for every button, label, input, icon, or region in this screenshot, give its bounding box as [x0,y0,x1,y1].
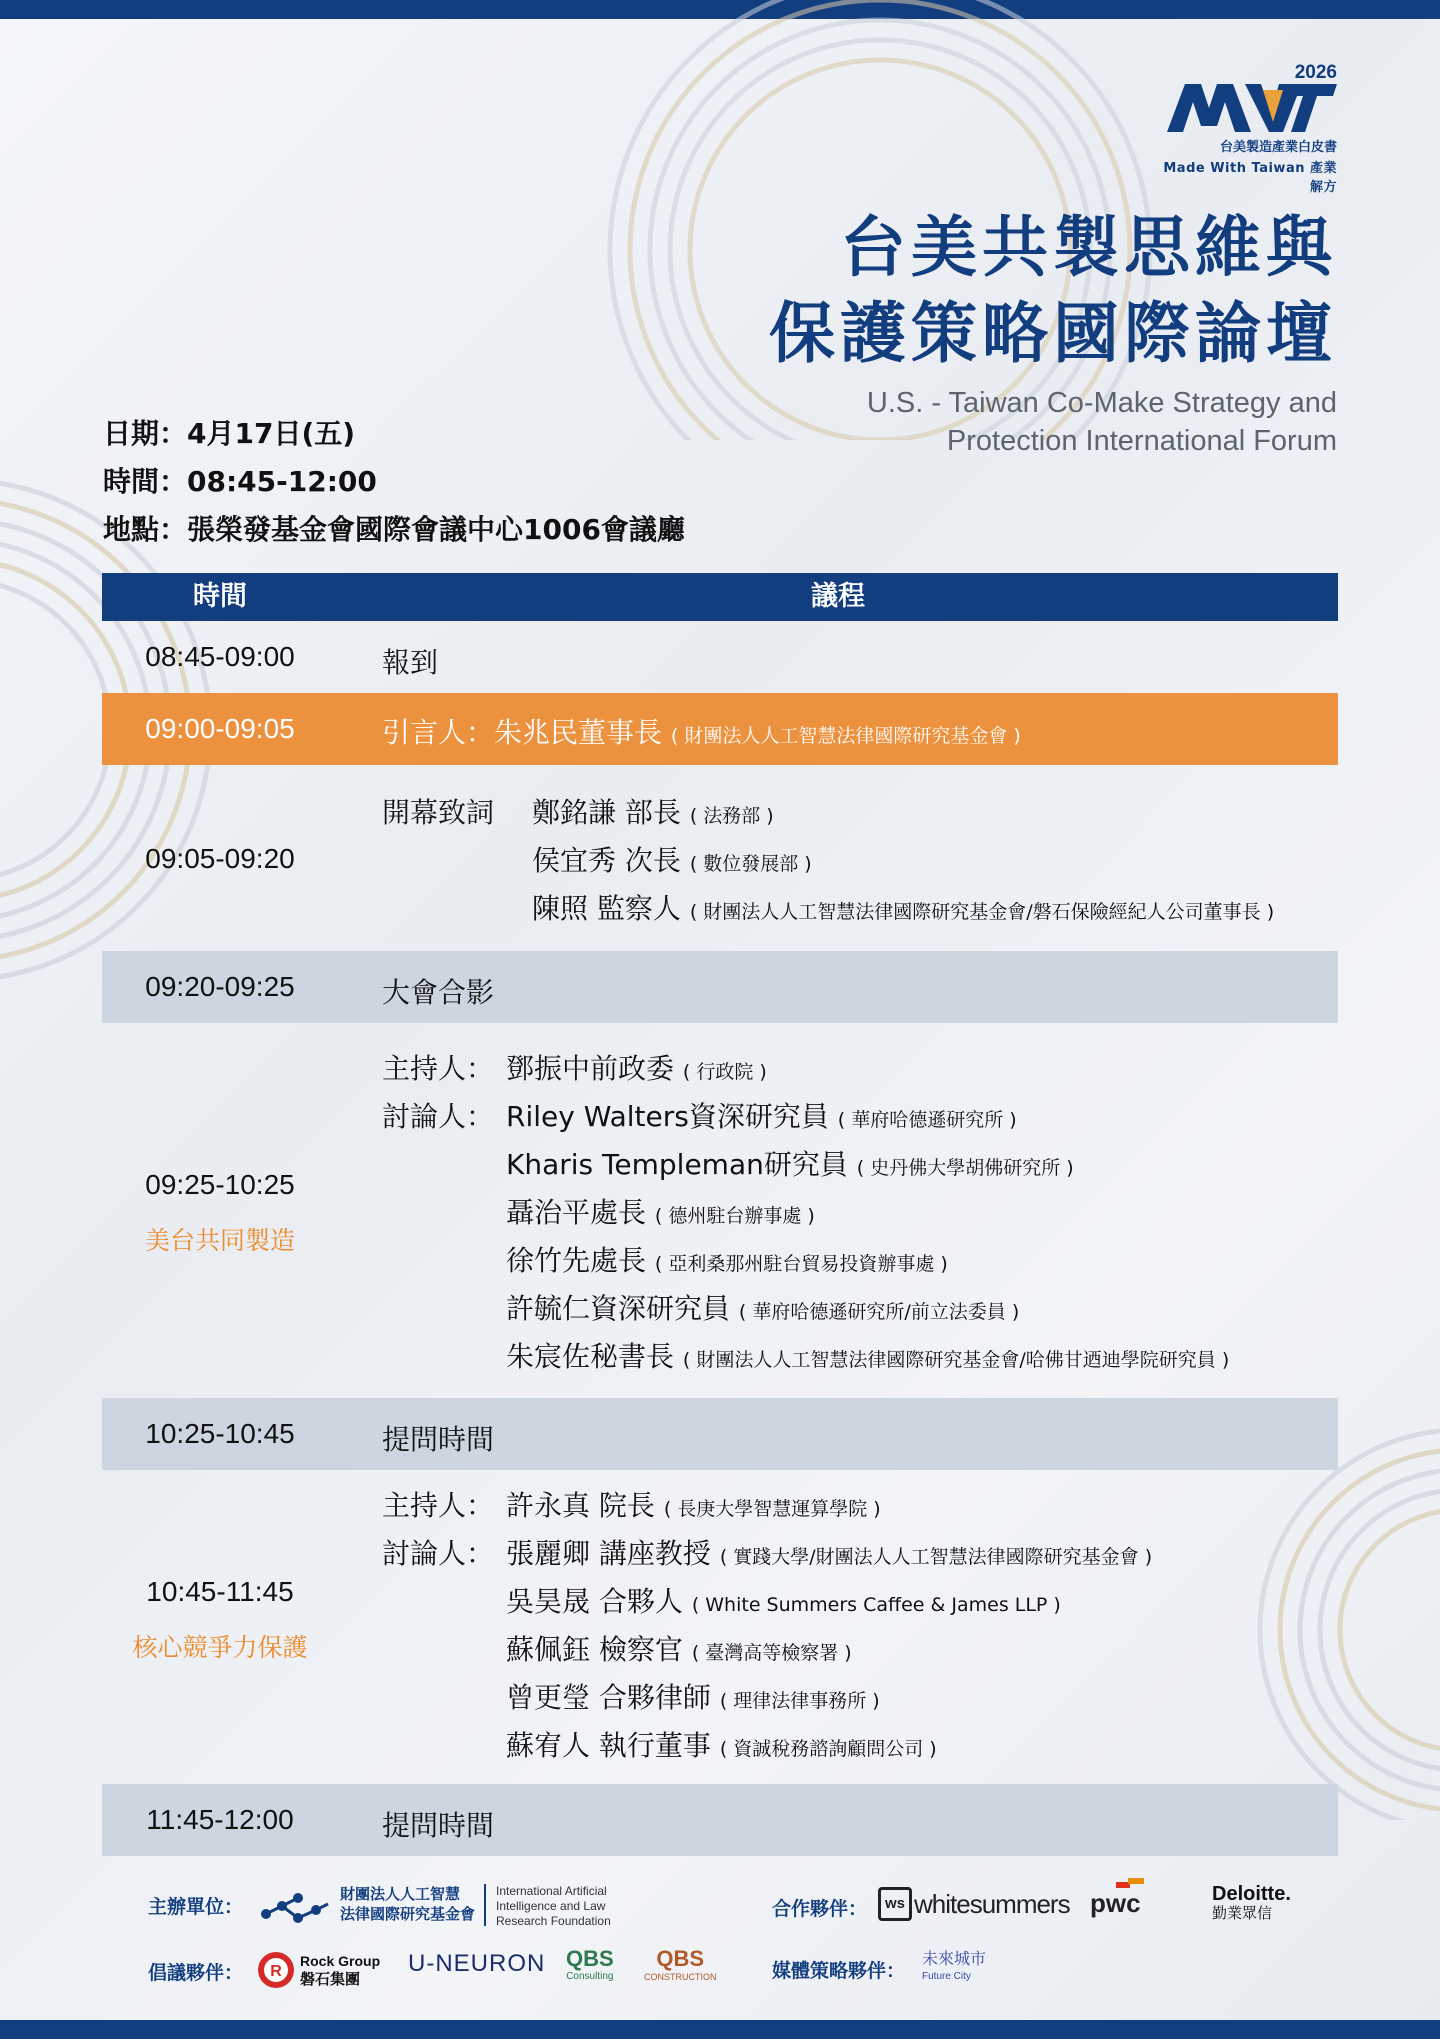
panelist [506,1335,1229,1375]
host [506,1047,767,1087]
mwt-logo [1157,62,1337,195]
panelist-name: 朱宸佐秘書長 [506,1340,675,1373]
event-venue: 地點：張榮發基金會國際會議中心1006會議廳 [103,513,685,546]
host-label: 主持人： [382,1489,495,1522]
organizer-name-en-3: Research Foundation [496,1914,611,1928]
opening-speaker [532,887,1274,927]
rock-group-icon [256,1950,296,1990]
svg-text:R: R [270,1963,282,1980]
whitesummers-icon: ws [878,1887,912,1921]
row-time: 08:45-09:00 [145,641,295,672]
panel-label: 討論人： [382,1537,495,1570]
panelist [506,1628,852,1668]
pwc-mark-icon [1098,1878,1148,1892]
panelist [506,1191,815,1231]
title-en-line-1: U.S. - Taiwan Co-Make Strategy and [866,387,1337,419]
panelist-affiliation: ( 實踐大學/財團法人人工智慧法律國際研究基金會 ) [719,1546,1153,1568]
panelist [506,1676,880,1716]
row-time: 10:45-11:45 [146,1576,294,1607]
panelist-affiliation: ( 財團法人人工智慧法律國際研究基金會/哈佛甘迺迪學院研究員 ) [682,1349,1230,1371]
pwc-logo [1090,1888,1141,1919]
title-en-line-2: Protection International Forum [946,425,1337,457]
panelist-name: 許毓仁資深研究員 [506,1292,731,1325]
row-title [382,711,1021,751]
top-bar [0,0,1440,19]
pwc-text: pwc [1090,1888,1141,1918]
panelist [506,1580,1061,1620]
panelist-affiliation: ( 資誠稅務諮詢顧問公司 ) [719,1738,937,1760]
panelist-affiliation: ( White Summers Caffee & James LLP ) [691,1594,1061,1616]
opening-label: 開幕致詞 [382,796,495,829]
rock-group-cn: 磐石集團 [300,1970,361,1988]
row-time: 10:25-10:45 [145,1418,295,1449]
future-city-logo [922,1950,986,1986]
row-title: 提問時間 [382,1423,495,1456]
u-neuron-logo [408,1950,545,1978]
agenda-row-qa-2 [102,1784,1338,1856]
panelist-name: 蘇宥人 執行董事 [506,1729,711,1762]
organizer-name-cn-2: 法律國際研究基金會 [340,1905,476,1923]
deloitte-logo [1212,1884,1291,1924]
organizer-name-cn [340,1884,475,1924]
panelist-name: 聶治平處長 [506,1196,647,1229]
panelist-name: 徐竹先處長 [506,1244,647,1277]
row-time: 09:00-09:05 [145,713,295,744]
forum-title-en [867,384,1337,460]
panelist [506,1239,948,1279]
row-title: 提問時間 [382,1809,495,1842]
speaker-affiliation: ( 財團法人人工智慧法律國際研究基金會/磐石保險經紀人公司董事長 ) [689,901,1275,923]
host [506,1484,881,1524]
title-line-1: 台美共製思維與 [840,209,1337,286]
u-neuron-text: U-NEURON [408,1950,546,1977]
panelist-name: 吳昊晟 合夥人 [506,1585,683,1618]
agenda-row-opening [102,765,1338,951]
sponsor-footer [0,1870,1440,2010]
intro-affiliation: ( 財團法人人工智慧法律國際研究基金會 ) [670,725,1021,747]
row-title: 報到 [382,646,439,679]
qbs-construction-sub: CONSTRUCTION [644,1972,717,1982]
panelist-name: 張麗卿 講座教授 [506,1537,711,1570]
panel-label: 討論人： [382,1100,495,1133]
deloitte-cn-text: 勤業眾信 [1212,1905,1273,1922]
logo-year: 2026 [1294,62,1337,83]
agenda-row-session-1 [102,1023,1338,1398]
organizer-name-en-1: International Artificial [496,1884,607,1898]
panelist-name: 曾更瑩 合夥律師 [506,1681,711,1714]
event-time: 時間：08:45-12:00 [103,465,377,498]
event-info [103,410,685,554]
whitesummers-logo [878,1886,1070,1922]
agenda-row-intro [102,693,1338,765]
panelist [506,1532,1152,1572]
agenda-row-photo [102,951,1338,1023]
panelist-affiliation: ( 臺灣高等檢察署 ) [691,1642,852,1664]
qbs-construction-logo [644,1946,717,1986]
forum-title [769,205,1337,377]
organizer-label: 主辦單位： [148,1896,244,1918]
panelist [506,1143,1074,1183]
speaker-name: 鄭銘謙 部長 [532,796,681,829]
organizer-divider [484,1884,486,1926]
advocate-label: 倡議夥伴： [148,1962,244,1984]
panelist-affiliation: ( 華府哈德遜研究所 ) [837,1109,1017,1131]
panelist-affiliation: ( 理律法律事務所 ) [719,1690,880,1712]
deloitte-text: Deloitte. [1212,1883,1291,1905]
organizer-name-en [496,1884,611,1929]
row-time: 09:20-09:25 [145,971,295,1002]
media-label: 媒體策略夥伴： [772,1960,906,1982]
bottom-bar [0,2020,1440,2039]
host-affiliation: ( 行政院 ) [682,1061,767,1083]
qbs-construction-text: QBS [656,1946,705,1971]
session-tag: 核心競爭力保護 [132,1633,308,1662]
agenda-row-qa-1 [102,1398,1338,1470]
rock-group-logo [300,1952,380,1988]
title-line-2: 保護策略國際論壇 [769,295,1337,372]
agenda-row-checkin [102,621,1338,693]
panelist-name: Kharis Templeman研究員 [506,1148,848,1181]
opening-speaker [532,791,774,831]
agenda-table [102,573,1338,1856]
organizer-name-cn-1: 財團法人人工智慧 [340,1885,461,1903]
qbs-consulting-text: QBS [566,1946,614,1971]
partner-label: 合作夥伴： [772,1898,868,1920]
speaker-name: 侯宜秀 次長 [532,844,681,877]
future-city-text: 未來城市 [922,1949,987,1968]
panelist-affiliation: ( 德州駐台辦事處 ) [654,1205,815,1227]
whitesummers-text: whitesummers [914,1888,1070,1919]
agenda-row-session-2 [102,1470,1338,1784]
panelist [506,1095,1017,1135]
logo-subtitle-en: Made With Taiwan 產業解方 [1163,161,1337,195]
qbs-consulting-logo [566,1946,614,1986]
panelist-affiliation: ( 史丹佛大學胡佛研究所 ) [856,1157,1074,1179]
speaker-name: 陳照 監察人 [532,892,681,925]
qbs-consulting-sub: Consulting [566,1971,614,1982]
header-agenda: 議程 [811,581,865,612]
rock-group-en: Rock Group [300,1953,381,1969]
panelist-name: Riley Walters資深研究員 [506,1100,829,1133]
session-tag: 美台共同製造 [144,1226,295,1255]
row-time: 11:45-12:00 [146,1804,294,1835]
table-header [102,573,1338,621]
speaker-affiliation: ( 法務部 ) [689,805,774,827]
event-date: 日期：4月17日(五) [103,417,356,450]
row-title: 大會合影 [382,976,495,1009]
panelist-name: 蘇佩鈺 檢察官 [506,1633,683,1666]
foundation-logo-icon [258,1884,334,1930]
header-time: 時間 [193,581,247,612]
intro-speaker: 引言人：朱兆民董事長 [382,716,663,749]
panelist-affiliation: ( 亞利桑那州駐台貿易投資辦事處 ) [654,1253,948,1275]
host-affiliation: ( 長庚大學智慧運算學院 ) [663,1498,881,1520]
panelist [506,1287,1019,1327]
future-city-sub: Future City [922,1971,971,1982]
opening-speaker [532,839,812,879]
row-time: 09:25-10:25 [145,1169,295,1200]
panelist-affiliation: ( 華府哈德遜研究所/前立法委員 ) [738,1301,1020,1323]
host-name: 許永真 院長 [506,1489,655,1522]
mwt-logo-icon [1167,82,1337,134]
logo-subtitle-cn: 台美製造產業白皮書 [1219,140,1337,155]
host-name: 鄧振中前政委 [506,1052,675,1085]
host-label: 主持人： [382,1052,495,1085]
row-time: 09:05-09:20 [145,843,295,874]
organizer-name-en-2: Intelligence and Law [496,1899,606,1913]
panelist [506,1724,937,1764]
speaker-affiliation: ( 數位發展部 ) [689,853,812,875]
